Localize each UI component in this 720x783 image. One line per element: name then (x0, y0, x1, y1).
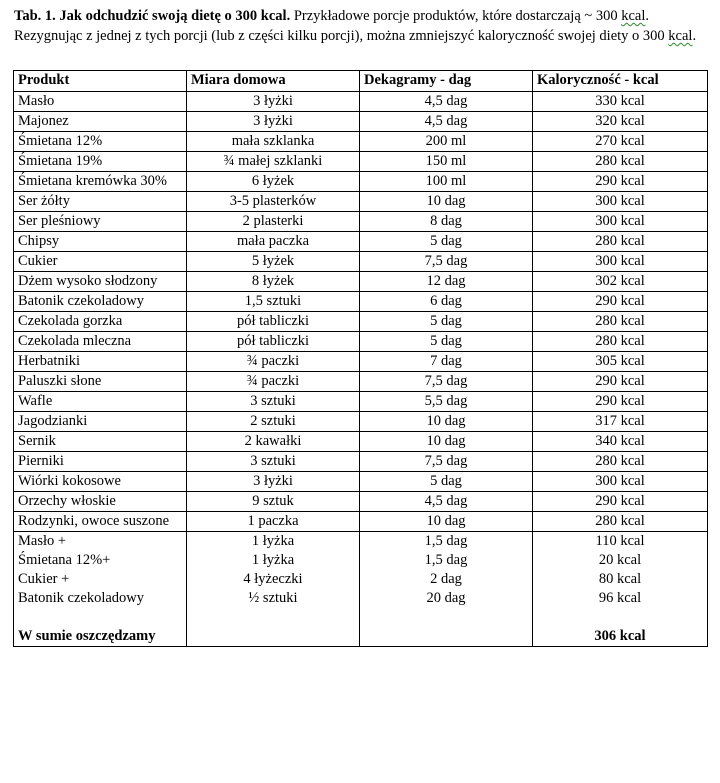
cell-product: Czekolada gorzka (14, 312, 187, 332)
cell-calories: 320 kcal (533, 112, 708, 132)
cell-decagrams: 10 dag (360, 412, 533, 432)
combo-line: 1 łyżka (251, 552, 295, 568)
table-row (14, 472, 708, 492)
cell-decagrams: 4,5 dag (360, 112, 533, 132)
header-product: Produkt (14, 71, 187, 92)
cell-decagrams: 7,5 dag (360, 372, 533, 392)
cell-decagrams: 5 dag (360, 472, 533, 492)
cell-product: Jagodzianki (14, 412, 187, 432)
cell-calories: 300 kcal (533, 212, 708, 232)
combo-line: 1,5 dag (424, 552, 468, 568)
cell-decagrams: 4,5 dag (360, 92, 533, 112)
cell-product: Ser żółty (14, 192, 187, 212)
cell-measure: 3 łyżki (187, 92, 360, 112)
cell-measure: mała paczka (187, 232, 360, 252)
combo-line: 20 kcal (598, 552, 642, 568)
combo-line: 2 dag (430, 571, 462, 587)
total-value: 306 kcal (594, 628, 646, 644)
cell-decagrams: 5 dag (360, 232, 533, 252)
cell-decagrams: 10 dag (360, 192, 533, 212)
combo-line: Śmietana 12%+ (18, 552, 111, 568)
table-row (14, 92, 708, 112)
cell-measure: 8 łyżek (187, 272, 360, 292)
cell-calories: 300 kcal (533, 472, 708, 492)
table-row (14, 452, 708, 472)
spacer (18, 608, 182, 627)
calorie-table (13, 70, 708, 647)
cell-product: Czekolada mleczna (14, 332, 187, 352)
combo-line: ½ sztuki (248, 590, 298, 606)
cell-calories: 290 kcal (533, 492, 708, 512)
combo-line: 1,5 dag (424, 533, 468, 549)
cell-product: Masło (14, 92, 187, 112)
table-row (14, 132, 708, 152)
combo-line: 20 dag (426, 590, 466, 606)
cell-decagrams: 5,5 dag (360, 392, 533, 412)
header-calories: Kaloryczność - kcal (533, 71, 708, 92)
table-row (14, 332, 708, 352)
cell-calories: 330 kcal (533, 92, 708, 112)
table-row (14, 512, 708, 532)
cell-calories: 290 kcal (533, 292, 708, 312)
table-row (14, 352, 708, 372)
caption-text-1: Przykładowe porcje produktów, które dostarczają ~ 300 (290, 8, 622, 24)
cell-calories: 270 kcal (533, 132, 708, 152)
table-row (14, 192, 708, 212)
cell-product-combo (14, 532, 187, 647)
cell-product: Śmietana kremówka 30% (14, 172, 187, 192)
combo-line: Cukier + (18, 571, 70, 587)
cell-measure: pół tabliczki (187, 312, 360, 332)
table-row (14, 252, 708, 272)
cell-product: Ser pleśniowy (14, 212, 187, 232)
cell-decagrams: 7,5 dag (360, 452, 533, 472)
cell-measure: mała szklanka (187, 132, 360, 152)
cell-decagrams: 200 ml (360, 132, 533, 152)
cell-product: Rodzynki, owoce suszone (14, 512, 187, 532)
spacer (364, 608, 528, 627)
cell-calories: 280 kcal (533, 152, 708, 172)
caption-kcal-word: kcal (621, 8, 646, 24)
cell-calories: 280 kcal (533, 232, 708, 252)
caption-text-2: . Rezygnując z jednej z tych porcji (lub z części kilku porcji), można zmniejszyć kaloryczność swojej diety o 300 (14, 8, 669, 44)
cell-measure: 6 łyżek (187, 172, 360, 192)
cell-product: Dżem wysoko słodzony (14, 272, 187, 292)
table-row (14, 272, 708, 292)
total-label: W sumie oszczędzamy (18, 628, 156, 644)
cell-decagrams: 100 ml (360, 172, 533, 192)
combo-line: Masło + (18, 533, 67, 549)
cell-product: Cukier (14, 252, 187, 272)
cell-measure: ¾ paczki (187, 352, 360, 372)
cell-calories: 300 kcal (533, 192, 708, 212)
cell-product: Śmietana 19% (14, 152, 187, 172)
cell-calories: 305 kcal (533, 352, 708, 372)
spacer (191, 608, 355, 627)
cell-calories-combo (533, 532, 708, 647)
table-row (14, 172, 708, 192)
cell-measure: 9 sztuk (187, 492, 360, 512)
cell-product: Batonik czekoladowy (14, 292, 187, 312)
cell-product: Majonez (14, 112, 187, 132)
cell-measure: 2 plasterki (187, 212, 360, 232)
cell-calories: 280 kcal (533, 512, 708, 532)
header-household-measure: Miara domowa (187, 71, 360, 92)
table-row (14, 292, 708, 312)
cell-calories: 290 kcal (533, 172, 708, 192)
cell-product: Wiórki kokosowe (14, 472, 187, 492)
header-decagrams: Dekagramy - dag (360, 71, 533, 92)
combo-line: 1 łyżka (251, 533, 295, 549)
cell-measure: 3 łyżki (187, 112, 360, 132)
table-row (14, 112, 708, 132)
cell-calories: 300 kcal (533, 252, 708, 272)
table-row (14, 212, 708, 232)
cell-measure-combo (187, 532, 360, 647)
cell-decagrams: 7 dag (360, 352, 533, 372)
cell-product: Pierniki (14, 452, 187, 472)
cell-calories: 280 kcal (533, 332, 708, 352)
combo-block-row (14, 532, 708, 647)
table-row (14, 432, 708, 452)
cell-calories: 280 kcal (533, 452, 708, 472)
cell-product: Orzechy włoskie (14, 492, 187, 512)
cell-measure: ¾ małej szklanki (187, 152, 360, 172)
cell-product: Paluszki słone (14, 372, 187, 392)
cell-measure: ¾ paczki (187, 372, 360, 392)
combo-line: Batonik czekoladowy (18, 590, 145, 606)
table-row (14, 152, 708, 172)
cell-measure: 3 sztuki (187, 392, 360, 412)
combo-line: 80 kcal (598, 571, 642, 587)
cell-decagrams: 5 dag (360, 332, 533, 352)
table-row (14, 392, 708, 412)
cell-product: Śmietana 12% (14, 132, 187, 152)
cell-decagrams-combo (360, 532, 533, 647)
table-row (14, 232, 708, 252)
table-body (14, 92, 708, 647)
cell-calories: 280 kcal (533, 312, 708, 332)
table-row (14, 312, 708, 332)
combo-line: 110 kcal (595, 533, 645, 549)
cell-measure: 1 paczka (187, 512, 360, 532)
cell-decagrams: 7,5 dag (360, 252, 533, 272)
cell-decagrams: 6 dag (360, 292, 533, 312)
cell-calories: 302 kcal (533, 272, 708, 292)
header-row (14, 71, 708, 92)
caption-title: Tab. 1. Jak odchudzić swoją dietę o 300 kcal. (14, 8, 291, 24)
cell-measure: 5 łyżek (187, 252, 360, 272)
cell-product: Sernik (14, 432, 187, 452)
cell-decagrams: 8 dag (360, 212, 533, 232)
cell-calories: 290 kcal (533, 392, 708, 412)
combo-line: 4 łyżeczki (243, 571, 303, 587)
cell-decagrams: 4,5 dag (360, 492, 533, 512)
cell-decagrams: 150 ml (360, 152, 533, 172)
combo-line: 96 kcal (598, 590, 642, 606)
cell-measure: 3 sztuki (187, 452, 360, 472)
cell-measure: pół tabliczki (187, 332, 360, 352)
table-row (14, 372, 708, 392)
cell-measure: 1,5 sztuki (187, 292, 360, 312)
cell-measure: 3-5 plasterków (187, 192, 360, 212)
cell-decagrams: 12 dag (360, 272, 533, 292)
caption-kcal-word-2: kcal (668, 28, 693, 44)
table-row (14, 412, 708, 432)
cell-calories: 290 kcal (533, 372, 708, 392)
table-row (14, 492, 708, 512)
cell-calories: 317 kcal (533, 412, 708, 432)
cell-product: Wafle (14, 392, 187, 412)
caption-text-3: . (692, 28, 697, 44)
cell-decagrams: 10 dag (360, 512, 533, 532)
cell-decagrams: 5 dag (360, 312, 533, 332)
cell-measure: 2 kawałki (187, 432, 360, 452)
cell-product: Herbatniki (14, 352, 187, 372)
table-caption (14, 6, 704, 46)
spacer (537, 608, 703, 627)
cell-decagrams: 10 dag (360, 432, 533, 452)
cell-measure: 2 sztuki (187, 412, 360, 432)
cell-measure: 3 łyżki (187, 472, 360, 492)
cell-product: Chipsy (14, 232, 187, 252)
cell-calories: 340 kcal (533, 432, 708, 452)
